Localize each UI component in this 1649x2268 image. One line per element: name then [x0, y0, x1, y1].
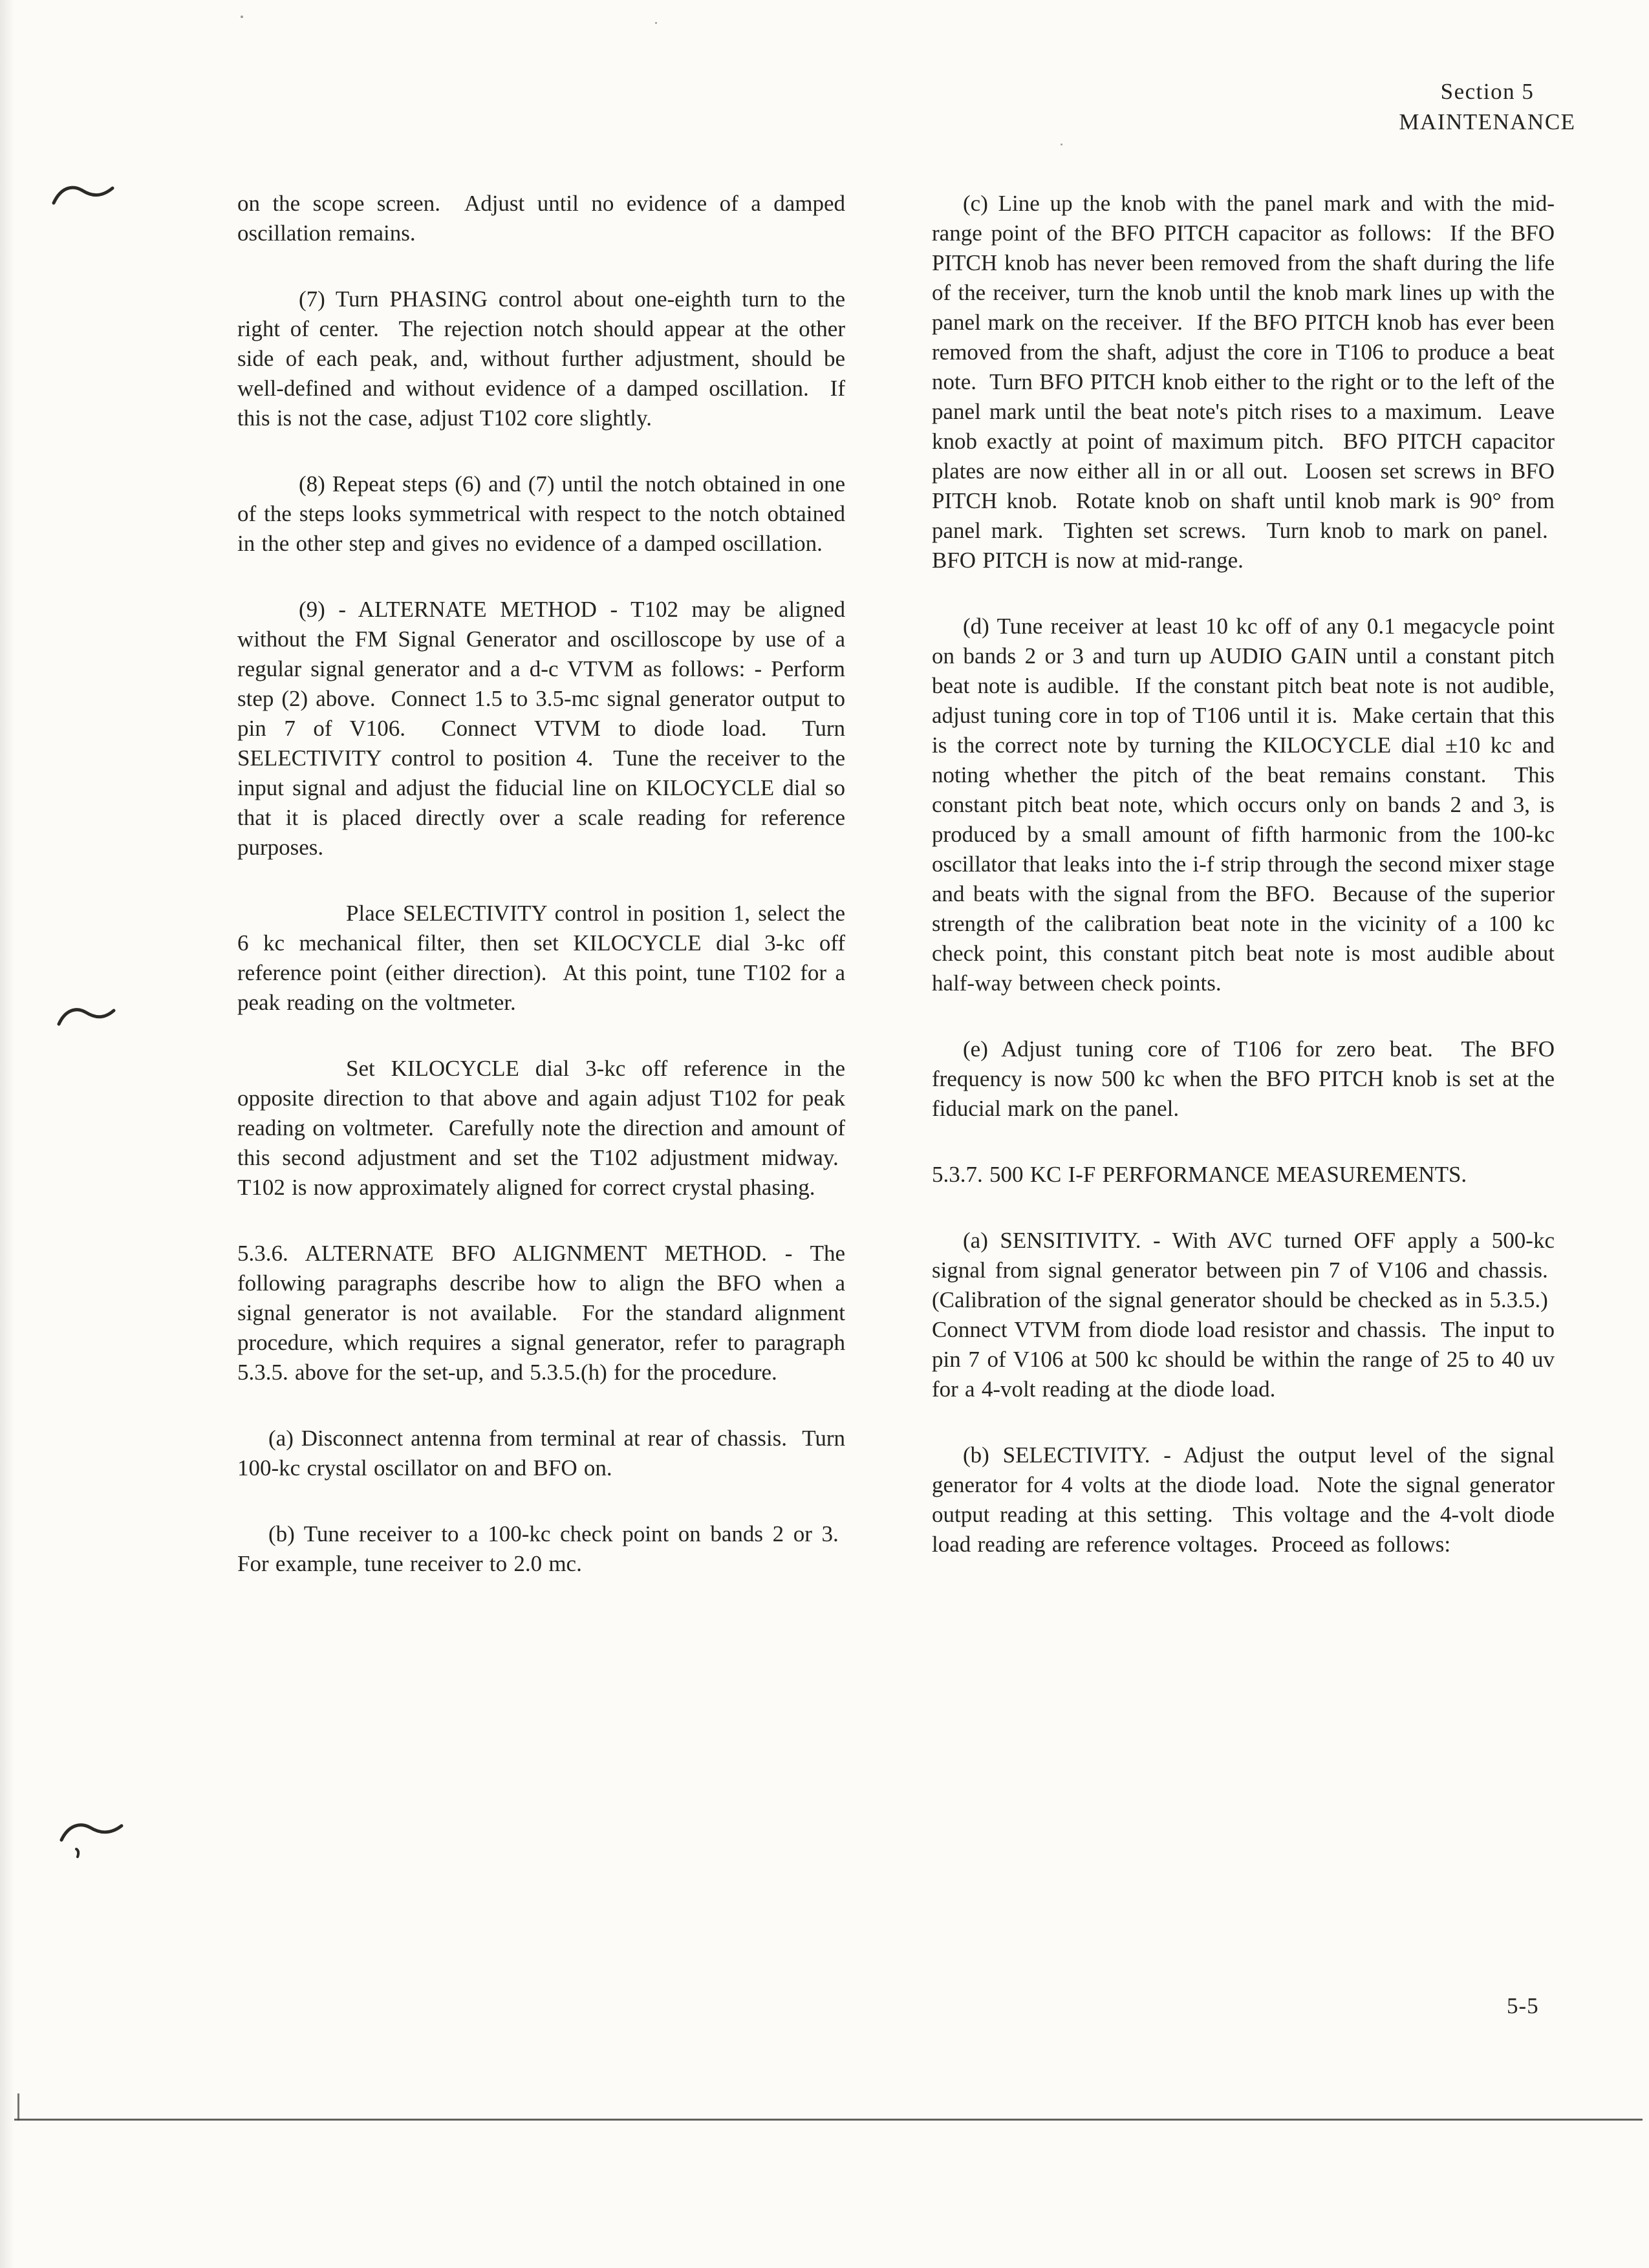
paragraph: Place SELECTIVITY control in position 1, select the 6 kc mechanical filter, then set KILOCYCLE dial 3-kc off reference point (either direction). At this point, tune T102 for a peak reading on the voltmeter. — [237, 901, 845, 1015]
pen-mark-middle-icon — [56, 1003, 118, 1033]
paragraph: (e) Adjust tuning core of T106 for zero beat. The BFO frequency is now 500 kc when the BFO PITCH knob is set at the fiducial mark on the panel. — [932, 1036, 1555, 1121]
scan-speck — [1061, 144, 1062, 145]
paragraph: (8) Repeat steps (6) and (7) until the notch obtained in one of the steps looks symmetrical with respect to the notch obtained in the other step and gives no evidence of a damped oscillation. — [237, 471, 845, 556]
section-title: MAINTENANCE — [1399, 109, 1576, 134]
paragraph: (a) SENSITIVITY. - With AVC turned OFF apply a 500-kc signal from signal generator between pin 7 of V106 and chassis. (Calibration of the signal generator should be checked as in 5.3.5.) Connect VTVM from diode load resistor and chassis. The input to pin 7 of V106 at 500 kc should be within the range of 25 to 40 uv for a 4-volt reading at the diode load. — [932, 1228, 1555, 1402]
scan-speck — [655, 22, 657, 24]
pen-mark-bottom-icon — [58, 1818, 125, 1861]
paragraph: (b) SELECTIVITY. - Adjust the output level of the signal generator for 4 volts at the diode load. Note the signal generator output reading at this setting. This voltage and the 4-volt diode load reading are reference voltages. Proceed as follows: — [932, 1442, 1555, 1557]
section-heading: 5.3.7. 500 KC I-F PERFORMANCE MEASUREMENTS. — [932, 1162, 1467, 1187]
section-label: Section 5 — [1440, 79, 1535, 104]
page-header — [1390, 76, 1584, 137]
paragraph: (c) Line up the knob with the panel mark and with the mid-range point of the BFO PITCH capacitor as follows: If the BFO PITCH knob has never been removed from the shaft during the life of the receiver, turn the knob until the knob mark lines up with the panel mark on the receiver. If the BFO PITCH knob has ever been removed from the shaft, adjust the core in T106 to produce a beat note. Turn BFO PITCH knob either to the right or to the left of the panel mark until the beat note's pitch rises to a maximum. Leave knob exactly at point of maximum pitch. BFO PITCH capacitor plates are now either all in or all out. Loosen set screws in BFO PITCH knob. Rotate knob on shaft until knob mark is 90° from panel mark. Tighten set screws. Turn knob to mark on panel. BFO PITCH is now at mid-range. — [932, 191, 1555, 573]
paragraph: (7) Turn PHASING control about one-eighth turn to the right of center. The rejection notch should appear at the other side of each peak, and, without further adjustment, should be well-defined and without evidence of a damped oscillation. If this is not the case, adjust T102 core slightly. — [237, 286, 845, 431]
paragraph: on the scope screen. Adjust until no evidence of a damped oscillation remains. — [237, 191, 845, 246]
column-left — [237, 189, 845, 1615]
scan-speck — [241, 16, 243, 18]
bottom-rule — [14, 2119, 1643, 2121]
page-number: 5-5 — [1507, 1993, 1539, 2018]
paragraph: Set KILOCYCLE dial 3-kc off reference in the opposite direction to that above and again adjust T102 for peak reading on voltmeter. Carefully note the direction and amount of this second adjustment and set the T102 adjustment midway. T102 is now approximately aligned for correct crystal phasing. — [237, 1056, 845, 1200]
column-right — [932, 189, 1555, 1596]
paragraph: (9) - ALTERNATE METHOD - T102 may be aligned without the FM Signal Generator and oscilloscope by use of a regular signal generator and a d-c VTVM as follows: - Perform step (2) above. Connect 1.5 to 3.5-mc signal generator output to pin 7 of V106. Connect VTVM to diode load. Turn SELECTIVITY control to position 4. Tune the receiver to the input signal and adjust the fiducial line on KILOCYCLE dial so that it is placed directly over a scale reading for reference purposes. — [237, 597, 845, 860]
paragraph: (a) Disconnect antenna from terminal at rear of chassis. Turn 100-kc crystal oscillator on and BFO on. — [237, 1426, 845, 1481]
paragraph: 5.3.6. ALTERNATE BFO ALIGNMENT METHOD. - The following paragraphs describe how to align the BFO when a signal generator is not available. For the standard alignment procedure, which requires a signal generator, refer to paragraph 5.3.5. above for the set-up, and 5.3.5.(h) for the procedure. — [237, 1241, 845, 1385]
pen-mark-top-icon — [50, 181, 116, 212]
paragraph: (d) Tune receiver at least 10 kc off of any 0.1 megacycle point on bands 2 or 3 and turn up AUDIO GAIN until a constant pitch beat note is audible. If the constant pitch beat note is not audible, adjust tuning core in top of T106 until it is. Make certain that this is the correct note by turning the KILOCYCLE dial ±10 kc and noting whether the pitch of the beat remains constant. This constant pitch beat note, which occurs only on bands 2 and 3, is produced by a small amount of fifth harmonic from the 100-kc oscillator that leaks into the i-f strip through the second mixer stage and beats with the signal from the BFO. Because of the superior strength of the calibration beat note in the vicinity of a 100 kc check point, this constant pitch beat note is most audible about half-way between check points. — [932, 614, 1555, 996]
scan-edge-tick — [17, 2093, 19, 2121]
paragraph: (b) Tune receiver to a 100-kc check point on bands 2 or 3. For example, tune receiver to 2.0 mc. — [237, 1521, 845, 1576]
